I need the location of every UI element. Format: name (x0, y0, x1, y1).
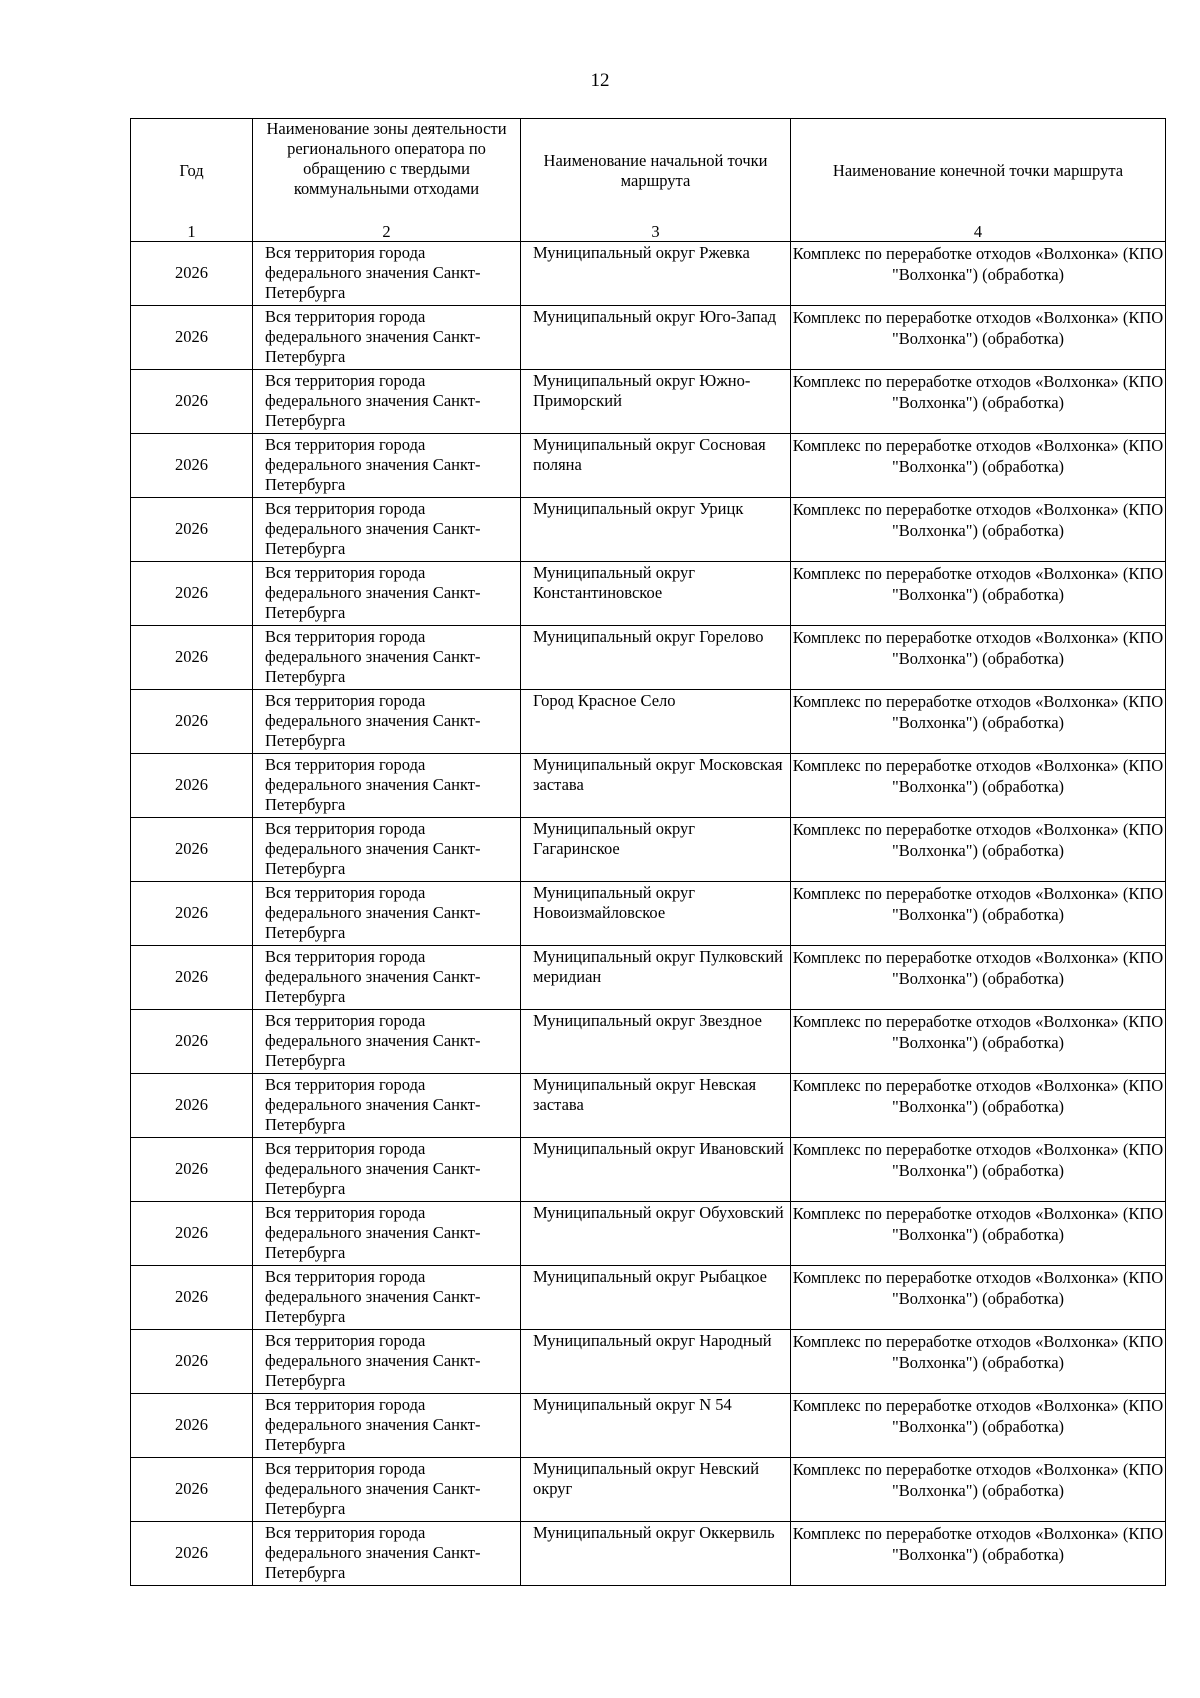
table-row (131, 818, 1166, 882)
table-row (131, 946, 1166, 1010)
table-row (131, 1138, 1166, 1202)
start-point-cell: Муниципальный округ Сосновая поляна (521, 434, 791, 498)
end-point-cell: Комплекс по переработке отходов «Волхонка» (КПО "Волхонка") (обработка) (791, 1010, 1166, 1074)
column-number-row (131, 223, 1166, 242)
end-point-cell: Комплекс по переработке отходов «Волхонка» (КПО "Волхонка") (обработка) (791, 754, 1166, 818)
table-row (131, 754, 1166, 818)
year-cell: 2026 (131, 242, 253, 306)
zone-cell: Вся территория города федерального значения Санкт-Петербурга (253, 1074, 521, 1138)
table-row (131, 498, 1166, 562)
start-point-cell: Город Красное Село (521, 690, 791, 754)
zone-cell: Вся территория города федерального значения Санкт-Петербурга (253, 1266, 521, 1330)
year-cell: 2026 (131, 1202, 253, 1266)
end-point-cell: Комплекс по переработке отходов «Волхонка» (КПО "Волхонка") (обработка) (791, 562, 1166, 626)
zone-cell: Вся территория города федерального значения Санкт-Петербурга (253, 1202, 521, 1266)
year-cell: 2026 (131, 690, 253, 754)
zone-cell: Вся территория города федерального значения Санкт-Петербурга (253, 498, 521, 562)
start-point-cell: Муниципальный округ Невская застава (521, 1074, 791, 1138)
column-number: 3 (521, 223, 791, 242)
year-cell: 2026 (131, 1394, 253, 1458)
year-cell: 2026 (131, 1458, 253, 1522)
year-cell: 2026 (131, 1330, 253, 1394)
end-point-cell: Комплекс по переработке отходов «Волхонка» (КПО "Волхонка") (обработка) (791, 626, 1166, 690)
end-point-cell: Комплекс по переработке отходов «Волхонка» (КПО "Волхонка") (обработка) (791, 818, 1166, 882)
table-row (131, 882, 1166, 946)
end-point-cell: Комплекс по переработке отходов «Волхонка» (КПО "Волхонка") (обработка) (791, 1330, 1166, 1394)
end-point-cell: Комплекс по переработке отходов «Волхонка» (КПО "Волхонка") (обработка) (791, 1138, 1166, 1202)
table-row (131, 1394, 1166, 1458)
year-cell: 2026 (131, 754, 253, 818)
table-row (131, 562, 1166, 626)
end-point-cell: Комплекс по переработке отходов «Волхонка» (КПО "Волхонка") (обработка) (791, 1394, 1166, 1458)
header-year: Год (131, 119, 253, 224)
zone-cell: Вся территория города федерального значения Санкт-Петербурга (253, 754, 521, 818)
start-point-cell: Муниципальный округ Московская застава (521, 754, 791, 818)
zone-cell: Вся территория города федерального значения Санкт-Петербурга (253, 562, 521, 626)
column-number: 2 (253, 223, 521, 242)
year-cell: 2026 (131, 1074, 253, 1138)
end-point-cell: Комплекс по переработке отходов «Волхонка» (КПО "Волхонка") (обработка) (791, 1458, 1166, 1522)
start-point-cell: Муниципальный округ Звездное (521, 1010, 791, 1074)
year-cell: 2026 (131, 306, 253, 370)
header-end-point: Наименование конечной точки маршрута (791, 119, 1166, 224)
zone-cell: Вся территория города федерального значения Санкт-Петербурга (253, 1394, 521, 1458)
table-row (131, 370, 1166, 434)
zone-cell: Вся территория города федерального значения Санкт-Петербурга (253, 1522, 521, 1586)
table-row (131, 306, 1166, 370)
year-cell: 2026 (131, 882, 253, 946)
start-point-cell: Муниципальный округ Константиновское (521, 562, 791, 626)
table-row (131, 1458, 1166, 1522)
header-row (131, 119, 1166, 224)
end-point-cell: Комплекс по переработке отходов «Волхонка» (КПО "Волхонка") (обработка) (791, 306, 1166, 370)
zone-cell: Вся территория города федерального значения Санкт-Петербурга (253, 1138, 521, 1202)
page-number: 12 (590, 70, 610, 91)
header-start-point: Наименование начальной точки маршрута (521, 119, 791, 224)
table-row (131, 1010, 1166, 1074)
start-point-cell: Муниципальный округ Оккервиль (521, 1522, 791, 1586)
year-cell: 2026 (131, 562, 253, 626)
zone-cell: Вся территория города федерального значения Санкт-Петербурга (253, 1010, 521, 1074)
end-point-cell: Комплекс по переработке отходов «Волхонка» (КПО "Волхонка") (обработка) (791, 498, 1166, 562)
zone-cell: Вся территория города федерального значения Санкт-Петербурга (253, 818, 521, 882)
zone-cell: Вся территория города федерального значения Санкт-Петербурга (253, 370, 521, 434)
end-point-cell: Комплекс по переработке отходов «Волхонка» (КПО "Волхонка") (обработка) (791, 1202, 1166, 1266)
year-cell: 2026 (131, 1138, 253, 1202)
start-point-cell: Муниципальный округ Ржевка (521, 242, 791, 306)
end-point-cell: Комплекс по переработке отходов «Волхонка» (КПО "Волхонка") (обработка) (791, 1266, 1166, 1330)
start-point-cell: Муниципальный округ Южно-Приморский (521, 370, 791, 434)
year-cell: 2026 (131, 1522, 253, 1586)
year-cell: 2026 (131, 1010, 253, 1074)
end-point-cell: Комплекс по переработке отходов «Волхонка» (КПО "Волхонка") (обработка) (791, 882, 1166, 946)
start-point-cell: Муниципальный округ Горелово (521, 626, 791, 690)
end-point-cell: Комплекс по переработке отходов «Волхонка» (КПО "Волхонка") (обработка) (791, 242, 1166, 306)
end-point-cell: Комплекс по переработке отходов «Волхонка» (КПО "Волхонка") (обработка) (791, 1522, 1166, 1586)
table-row (131, 1330, 1166, 1394)
start-point-cell: Муниципальный округ N 54 (521, 1394, 791, 1458)
year-cell: 2026 (131, 946, 253, 1010)
start-point-cell: Муниципальный округ Новоизмайловское (521, 882, 791, 946)
zone-cell: Вся территория города федерального значения Санкт-Петербурга (253, 946, 521, 1010)
end-point-cell: Комплекс по переработке отходов «Волхонка» (КПО "Волхонка") (обработка) (791, 370, 1166, 434)
start-point-cell: Муниципальный округ Юго-Запад (521, 306, 791, 370)
zone-cell: Вся территория города федерального значения Санкт-Петербурга (253, 690, 521, 754)
table-row (131, 242, 1166, 306)
table-row (131, 626, 1166, 690)
start-point-cell: Муниципальный округ Рыбацкое (521, 1266, 791, 1330)
table-body (131, 242, 1166, 1586)
end-point-cell: Комплекс по переработке отходов «Волхонка» (КПО "Волхонка") (обработка) (791, 434, 1166, 498)
routes-table (130, 118, 1166, 1586)
start-point-cell: Муниципальный округ Обуховский (521, 1202, 791, 1266)
zone-cell: Вся территория города федерального значения Санкт-Петербурга (253, 306, 521, 370)
zone-cell: Вся территория города федерального значения Санкт-Петербурга (253, 434, 521, 498)
year-cell: 2026 (131, 498, 253, 562)
year-cell: 2026 (131, 370, 253, 434)
table-header (131, 119, 1166, 242)
year-cell: 2026 (131, 626, 253, 690)
table-row (131, 1266, 1166, 1330)
end-point-cell: Комплекс по переработке отходов «Волхонка» (КПО "Волхонка") (обработка) (791, 1074, 1166, 1138)
start-point-cell: Муниципальный округ Пулковский меридиан (521, 946, 791, 1010)
end-point-cell: Комплекс по переработке отходов «Волхонка» (КПО "Волхонка") (обработка) (791, 946, 1166, 1010)
zone-cell: Вся территория города федерального значения Санкт-Петербурга (253, 1330, 521, 1394)
start-point-cell: Муниципальный округ Урицк (521, 498, 791, 562)
table-row (131, 1202, 1166, 1266)
zone-cell: Вся территория города федерального значения Санкт-Петербурга (253, 1458, 521, 1522)
zone-cell: Вся территория города федерального значения Санкт-Петербурга (253, 242, 521, 306)
table-row (131, 434, 1166, 498)
header-zone: Наименование зоны деятельности регионального оператора по обращению с твердыми коммунальными отходами (253, 119, 521, 224)
table-row (131, 1074, 1166, 1138)
zone-cell: Вся территория города федерального значения Санкт-Петербурга (253, 626, 521, 690)
year-cell: 2026 (131, 1266, 253, 1330)
start-point-cell: Муниципальный округ Народный (521, 1330, 791, 1394)
start-point-cell: Муниципальный округ Невский округ (521, 1458, 791, 1522)
column-number: 1 (131, 223, 253, 242)
end-point-cell: Комплекс по переработке отходов «Волхонка» (КПО "Волхонка") (обработка) (791, 690, 1166, 754)
table-row (131, 1522, 1166, 1586)
start-point-cell: Муниципальный округ Гагаринское (521, 818, 791, 882)
zone-cell: Вся территория города федерального значения Санкт-Петербурга (253, 882, 521, 946)
table-row (131, 690, 1166, 754)
column-number: 4 (791, 223, 1166, 242)
year-cell: 2026 (131, 434, 253, 498)
year-cell: 2026 (131, 818, 253, 882)
start-point-cell: Муниципальный округ Ивановский (521, 1138, 791, 1202)
